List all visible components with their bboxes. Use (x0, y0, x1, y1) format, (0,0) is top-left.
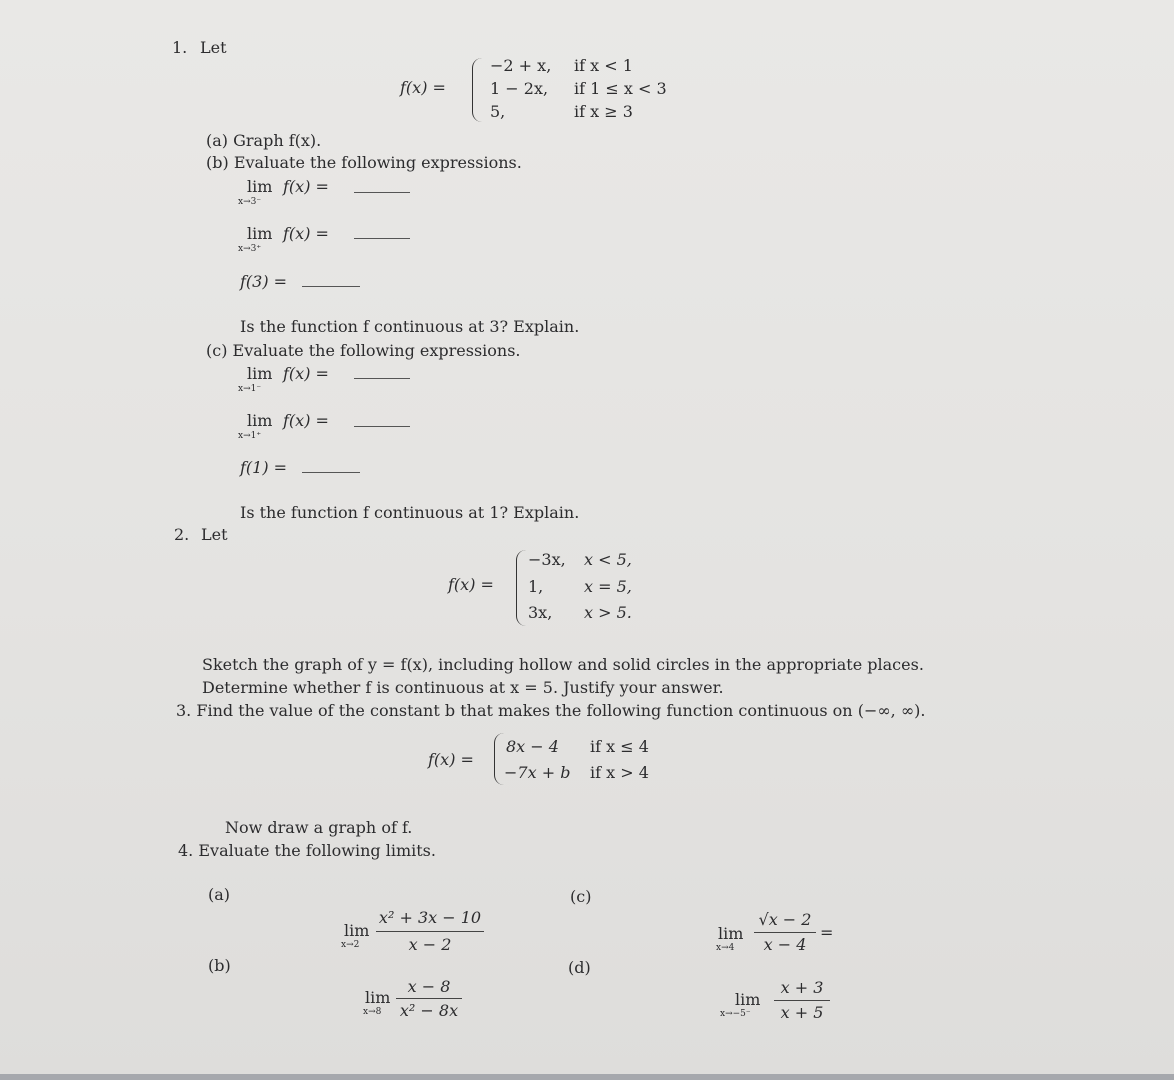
p4-c-fraction-bar (754, 932, 816, 933)
p1-c-lim1-sub: x→1⁻ (238, 384, 262, 394)
p1-part-a: (a) Graph f(x). (206, 131, 322, 150)
p1-function-name: f(x) = (400, 78, 446, 97)
p3-draw-instruction: Now draw a graph of f. (225, 818, 413, 837)
p1-b-lim2-fx: f(x) = (283, 224, 329, 243)
p4-c-lim-sub: x→4 (716, 943, 735, 953)
p1-c-lim2-sub: x→1⁺ (238, 431, 262, 441)
p4-c-denominator: x − 4 (763, 935, 807, 954)
p1-f3: f(3) = (240, 272, 288, 291)
p2-case-1-cond: x < 5, (584, 550, 632, 569)
p1-case-2-expr: 1 − 2x, (490, 79, 549, 98)
p1-continuous-at-3: Is the function f continuous at 3? Explain. (240, 317, 580, 336)
p1-c-lim2-word: lim (247, 411, 273, 430)
p3-case-2-expr: −7x + b (504, 763, 571, 782)
p4-d-fraction-bar (774, 1000, 830, 1001)
p1-case-1-cond: if x < 1 (574, 56, 633, 75)
answer-blank[interactable] (354, 426, 410, 427)
problem-1-let: Let (200, 38, 227, 57)
p4-b-numerator: x − 8 (407, 977, 451, 996)
p1-continuous-at-1: Is the function f continuous at 1? Explain. (240, 503, 580, 522)
p2-case-1-expr: −3x, (528, 550, 566, 569)
p4-c-lim-word: lim (718, 924, 744, 943)
problem-3-text: 3. Find the value of the constant b that makes the following function continuous on (−∞, ∞). (176, 701, 926, 720)
p4-a-lim-sub: x→2 (341, 940, 360, 950)
screen-bottom-edge (0, 1074, 1174, 1080)
problem-4-text: 4. Evaluate the following limits. (178, 841, 436, 860)
p4-d-lim-sub: x→−5⁻ (720, 1009, 751, 1019)
p4-c-equals: = (820, 923, 834, 942)
p4-b-lim-word: lim (365, 988, 391, 1007)
p4-b-lim-sub: x→8 (363, 1007, 382, 1017)
p1-part-b: (b) Evaluate the following expressions. (206, 153, 522, 172)
p1-c-lim2-fx: f(x) = (283, 411, 329, 430)
p1-c-lim1-fx: f(x) = (283, 364, 329, 383)
p4-a-lim-word: lim (344, 921, 370, 940)
p4-a-numerator: x² + 3x − 10 (378, 908, 482, 927)
p4-label-c: (c) (570, 887, 592, 906)
p1-case-2-cond: if 1 ≤ x < 3 (574, 79, 667, 98)
answer-blank[interactable] (302, 286, 360, 287)
p4-a-fraction-bar (376, 931, 484, 932)
p1-f1: f(1) = (240, 458, 288, 477)
p4-label-d: (d) (568, 958, 591, 977)
p1-case-3-expr: 5, (490, 102, 506, 121)
p4-d-lim-word: lim (735, 990, 761, 1009)
p2-continuity-instruction: Determine whether f is continuous at x = 5. Justify your answer. (202, 678, 724, 697)
p1-b-lim1-sub: x→3⁻ (238, 197, 262, 207)
answer-blank[interactable] (354, 192, 410, 193)
p2-case-3-cond: x > 5. (584, 603, 632, 622)
p2-case-3-expr: 3x, (528, 603, 553, 622)
answer-blank[interactable] (354, 238, 410, 239)
p4-d-denominator: x + 5 (780, 1003, 824, 1022)
answer-blank[interactable] (302, 472, 360, 473)
p1-case-1-expr: −2 + x, (490, 56, 552, 75)
problem-2-let: Let (201, 525, 228, 544)
p4-b-denominator: x² − 8x (399, 1001, 459, 1020)
p3-function-name: f(x) = (428, 750, 474, 769)
p4-label-b: (b) (208, 956, 231, 975)
p3-case-1-cond: if x ≤ 4 (590, 737, 649, 756)
p1-b-lim2-word: lim (247, 224, 273, 243)
p2-brace (516, 550, 527, 626)
problem-1-number: 1. (172, 38, 188, 57)
p2-sketch-instruction: Sketch the graph of y = f(x), including hollow and solid circles in the appropriate places. (202, 655, 924, 674)
p1-case-3-cond: if x ≥ 3 (574, 102, 633, 121)
p3-case-2-cond: if x > 4 (590, 763, 649, 782)
problem-2-number: 2. (174, 525, 190, 544)
p2-case-2-expr: 1, (528, 577, 544, 596)
p3-case-1-expr: 8x − 4 (506, 737, 559, 756)
p1-b-lim1-fx: f(x) = (283, 177, 329, 196)
p4-label-a: (a) (208, 885, 231, 904)
p2-function-name: f(x) = (448, 575, 494, 594)
answer-blank[interactable] (354, 378, 410, 379)
p1-b-lim1-word: lim (247, 177, 273, 196)
p1-brace (472, 58, 483, 122)
p4-d-numerator: x + 3 (780, 978, 824, 997)
p2-case-2-cond: x = 5, (584, 577, 632, 596)
p4-a-denominator: x − 2 (408, 935, 452, 954)
p1-c-lim1-word: lim (247, 364, 273, 383)
p1-b-lim2-sub: x→3⁺ (238, 244, 262, 254)
p1-part-c: (c) Evaluate the following expressions. (206, 341, 521, 360)
p4-c-numerator: √x − 2 (758, 910, 812, 929)
p4-b-fraction-bar (396, 998, 462, 999)
